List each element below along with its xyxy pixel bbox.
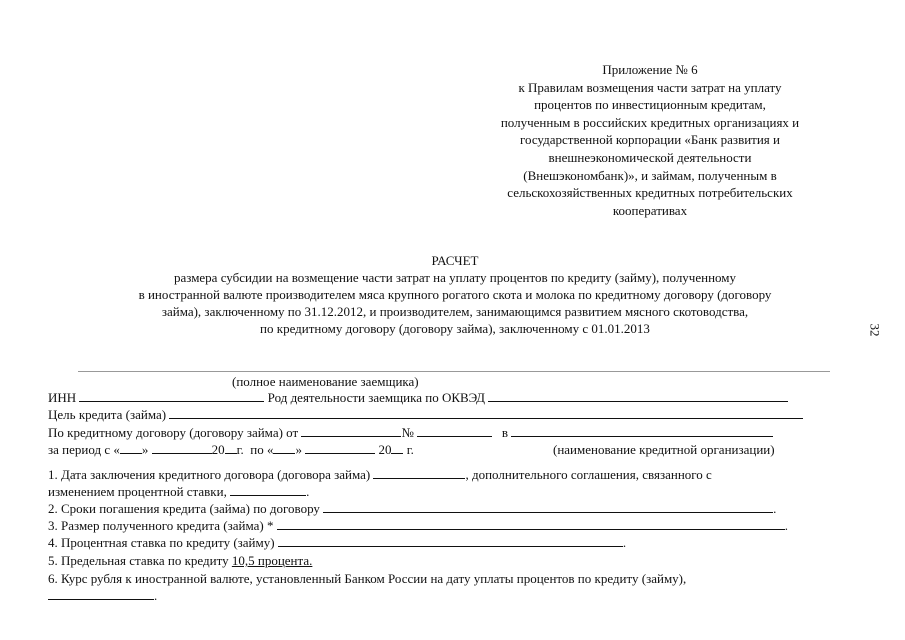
period-from-day[interactable] [120,442,142,454]
contract-date-field[interactable] [301,425,401,437]
inn-label: ИНН [48,390,77,405]
item-1-row-2 [48,484,309,500]
quote-close: » [141,442,149,457]
appendix-line: (Внешэкономбанк)», и займам, полученным в [523,167,777,183]
period-to-year[interactable] [391,442,403,454]
item-4-row [48,535,626,551]
purpose-label: Цель кредита (займа) [48,407,167,422]
in-label: в [501,425,508,440]
title-line: в иностранной валюте производителем мяса крупного рогатого скота и молока по кредитному договору (договору [138,287,772,302]
item-3-label: 3. Размер полученного кредита (займа) * [48,518,274,533]
exchange-rate-field[interactable] [48,588,154,600]
title-line: размера субсидии на возмещение части затрат на уплату процентов по кредиту (займу), полученному [173,270,737,285]
appendix-line: сельскохозяйственных кредитных потребительских [507,185,793,201]
contract-label: По кредитному договору (договору займа) от [48,425,299,440]
credit-org-caption: (наименование кредитной организации) [553,442,775,457]
okved-field[interactable] [488,390,788,402]
borrower-caption: (полное наименование заемщика) [232,374,419,389]
item-1-label: 1. Дата заключения кредитного договора (договора займа) [48,467,371,482]
item-2-label: 2. Сроки погашения кредита (займа) по договору [48,501,320,516]
period-label: за период с « [48,442,120,457]
item-6-row-2 [48,588,157,604]
period-mark: . [154,588,158,603]
title-heading: РАСЧЕТ [431,253,479,268]
year-prefix: 20 [211,442,225,457]
borrower-name-field[interactable] [78,371,830,372]
period-to-day[interactable] [273,442,295,454]
appendix-line: полученным в российских кредитных организациях и [500,114,800,130]
item-1-continuation: , дополнительного соглашения, связанного с [465,467,712,482]
period-from-year[interactable] [225,442,237,454]
quote-close: » [295,442,302,457]
to-label: по « [250,442,274,457]
rate-change-field[interactable] [230,484,306,496]
title-line: займа), заключенному по 31.12.2012, и производителем, занимающимся развитием мясного скотоводства, [161,304,749,319]
contract-row [48,425,773,441]
number-sign: № [401,425,414,440]
year-suffix: г. [236,442,244,457]
year-prefix: 20 [378,442,392,457]
period-mark: . [784,518,788,533]
credit-amount-field[interactable] [277,518,785,530]
contract-conclusion-date-field[interactable] [373,467,465,479]
interest-rate-field[interactable] [278,535,623,547]
period-mark: . [622,535,627,550]
period-mark: . [306,484,310,499]
appendix-header [465,61,835,219]
period-mark: . [773,501,777,516]
appendix-line: процентов по инвестиционным кредитам, [534,97,766,113]
item-3-row [48,518,788,534]
appendix-line: государственной корпорации «Банк развития и [520,132,780,148]
page-number: 32 [867,323,883,337]
period-to-month[interactable] [305,442,375,454]
item-1-continuation-2: изменением процентной ставки, [48,484,227,499]
repayment-terms-field[interactable] [323,501,773,513]
credit-org-field[interactable] [511,425,773,437]
appendix-line: внешнеэкономической деятельности [548,149,752,165]
appendix-line: Приложение № 6 [602,62,698,77]
item-5-label: 5. Предельная ставка по кредиту [48,553,229,568]
item-5-row [48,553,312,569]
item-1-row [48,467,712,483]
item-6-label: 6. Курс рубля к иностранной валюте, установленный Банком России на дату уплаты процентов по кредиту (займу), [48,571,687,586]
year-suffix: г. [406,442,414,457]
purpose-row [48,407,803,423]
purpose-field[interactable] [169,407,803,419]
item-4-label: 4. Процентная ставка по кредиту (займу) [48,535,275,550]
item-6-row [48,571,686,587]
period-row [48,442,414,458]
okved-label: Род деятельности заемщика по ОКВЭД [267,390,486,405]
inn-row [48,390,788,406]
title-line: по кредитному договору (договору займа), заключенному с 01.01.2013 [260,321,650,336]
max-rate-value: 10,5 процента. [231,553,313,568]
document-title [60,252,850,337]
period-from-month[interactable] [152,442,212,454]
inn-field[interactable] [79,390,264,402]
appendix-line: к Правилам возмещения части затрат на уплату [518,79,782,95]
appendix-line: кооперативах [612,202,688,218]
item-2-row [48,501,776,517]
contract-number-field[interactable] [417,425,492,437]
